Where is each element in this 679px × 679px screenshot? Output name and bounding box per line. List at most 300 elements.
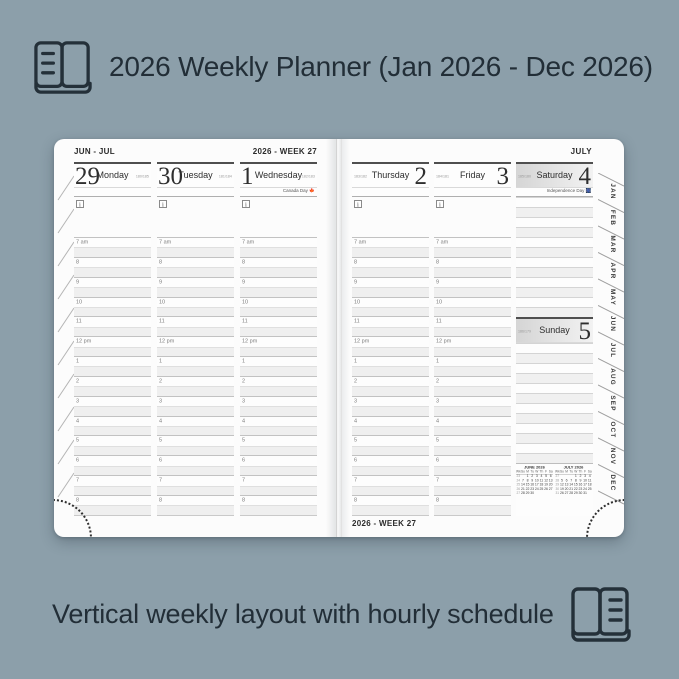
left-page-day-columns	[74, 162, 317, 516]
hour-grid	[74, 237, 151, 516]
month-tab-jan: JAN	[609, 183, 616, 200]
half-hour-slot	[352, 505, 429, 514]
left-page-header	[74, 147, 317, 156]
half-hour-slot	[240, 386, 317, 395]
hour-slot	[352, 397, 429, 406]
ruled-line	[516, 247, 593, 257]
half-hour-slot	[157, 505, 234, 514]
hour-label: 7 am	[242, 239, 255, 246]
mini-calendar-day: 24	[516, 478, 521, 483]
hour-label: 10	[436, 298, 443, 305]
half-hour-slot	[240, 446, 317, 455]
hour-row	[434, 356, 511, 376]
day-of-year-label: 183/182	[354, 174, 368, 179]
hour-row	[157, 376, 234, 396]
hour-row	[240, 416, 317, 436]
hour-label: 7 am	[76, 239, 89, 246]
ruled-line	[516, 217, 593, 227]
half-hour-slot	[74, 247, 151, 256]
hour-row	[157, 416, 234, 436]
month-tab-aug: AUG	[609, 368, 616, 386]
hour-slot	[157, 317, 234, 326]
mini-calendar-day: 29	[525, 491, 530, 495]
ruled-line	[516, 413, 593, 423]
hour-row	[240, 435, 317, 455]
hour-row	[157, 435, 234, 455]
half-hour-slot	[434, 307, 511, 316]
mini-calendar-day: 17	[534, 483, 539, 487]
hour-label: 12 pm	[436, 338, 452, 345]
info-box-icon	[76, 200, 84, 208]
day-header	[74, 162, 151, 188]
hour-row	[157, 277, 234, 297]
hour-row	[157, 475, 234, 495]
mini-calendar-day: 7	[570, 478, 573, 483]
half-hour-slot	[434, 247, 511, 256]
day-name: Wednesday	[254, 170, 303, 180]
page-tab-cut-line	[58, 374, 74, 398]
mini-calendar-grid	[555, 465, 592, 515]
hour-label: 6	[76, 457, 80, 464]
hour-row	[240, 376, 317, 396]
day-header	[157, 162, 234, 188]
half-hour-slot	[74, 406, 151, 415]
hour-grid	[240, 237, 317, 516]
hour-slot	[352, 377, 429, 386]
day-number: 1	[241, 163, 254, 188]
mini-calendar-weekday: M	[565, 470, 568, 474]
mini-calendar-weekday: Th	[539, 470, 544, 474]
half-hour-slot	[157, 287, 234, 296]
hour-grid	[157, 237, 234, 516]
hour-slot	[74, 238, 151, 247]
half-hour-slot	[240, 307, 317, 316]
half-hour-slot	[434, 446, 511, 455]
hour-label: 7	[242, 477, 246, 484]
hour-row	[434, 376, 511, 396]
hour-slot	[352, 337, 429, 346]
hour-slot	[74, 357, 151, 366]
right-page-month-label: JULY	[570, 147, 592, 156]
ruled-line	[516, 433, 593, 443]
half-hour-slot	[157, 386, 234, 395]
hour-slot	[434, 377, 511, 386]
hour-row	[240, 495, 317, 515]
hour-slot	[74, 496, 151, 505]
half-hour-slot	[157, 307, 234, 316]
mini-calendar-weekday: M	[526, 470, 529, 474]
hour-slot	[157, 278, 234, 287]
day-number: 5	[578, 318, 591, 343]
hour-label: 6	[436, 457, 440, 464]
mini-calendar-day: 25	[539, 487, 544, 491]
month-tab-apr: APR	[609, 262, 616, 280]
mini-calendar-day: 21	[569, 487, 574, 491]
hour-slot	[240, 436, 317, 445]
mini-calendar-day: 1	[574, 474, 577, 478]
half-hour-slot	[240, 486, 317, 495]
hour-slot	[434, 278, 511, 287]
hour-label: 4	[76, 417, 80, 424]
hour-label: 8	[76, 496, 80, 504]
holiday-row	[240, 188, 317, 197]
mini-calendar-day: 10	[534, 478, 539, 483]
ruled-line	[516, 403, 593, 413]
hour-slot	[240, 476, 317, 485]
hour-slot	[352, 476, 429, 485]
ruled-line	[516, 423, 593, 433]
hour-slot	[157, 238, 234, 247]
hour-slot	[240, 456, 317, 465]
hour-label: 10	[159, 298, 166, 305]
day-of-year-label: 184/181	[436, 174, 450, 179]
week-number-label-bottom: 2026 - WEEK 27	[352, 519, 417, 528]
half-hour-slot	[434, 386, 511, 395]
mini-calendar-day: 30	[530, 491, 535, 495]
hour-slot	[434, 357, 511, 366]
mini-calendar-weekday: W	[574, 470, 578, 474]
holiday-row	[74, 188, 151, 197]
mini-calendar-day: 27	[548, 487, 553, 491]
info-glyph: i	[439, 201, 441, 208]
hour-slot	[74, 317, 151, 326]
hour-label: 7	[76, 477, 80, 484]
mini-calendar-day: 27	[564, 491, 569, 495]
hour-label: 12 pm	[242, 338, 258, 345]
hour-slot	[157, 357, 234, 366]
hour-slot	[240, 238, 317, 247]
hour-label: 9	[354, 278, 358, 285]
page-spine	[326, 139, 350, 537]
mini-calendar-weekday: F	[584, 470, 587, 474]
half-hour-slot	[352, 267, 429, 276]
hour-label: 4	[354, 417, 358, 424]
mini-calendar-day: 13	[564, 483, 569, 487]
mini-calendar-day: 1	[526, 474, 529, 478]
hour-label: 5	[159, 437, 163, 444]
half-hour-slot	[74, 486, 151, 495]
hour-row	[434, 336, 511, 356]
day-column-tuesday	[157, 162, 234, 516]
page-tab-cut-line	[58, 209, 74, 233]
hour-label: 6	[354, 457, 358, 464]
ruled-line	[516, 307, 593, 317]
hour-row	[74, 455, 151, 475]
month-tab-jun: JUN	[609, 315, 616, 333]
ruled-line	[516, 277, 593, 287]
hour-row	[157, 316, 234, 336]
hour-label: 11	[242, 318, 248, 325]
month-tab-mar: MAR	[609, 235, 616, 254]
day-name: Monday	[96, 170, 129, 180]
notes-area	[352, 197, 429, 237]
day-name: Tuesday	[178, 170, 213, 180]
half-hour-slot	[157, 446, 234, 455]
top-banner	[32, 38, 653, 96]
hour-row	[352, 376, 429, 396]
mini-calendar-day: 21	[520, 487, 525, 491]
mini-calendar-day: 18	[587, 483, 592, 487]
ruled-line	[516, 207, 593, 217]
hour-slot	[74, 456, 151, 465]
hour-slot	[157, 377, 234, 386]
ruled-lines	[516, 197, 593, 317]
half-hour-slot	[157, 247, 234, 256]
half-hour-slot	[434, 327, 511, 336]
hour-slot	[240, 258, 317, 267]
hour-row	[74, 495, 151, 515]
ruled-line	[516, 227, 593, 237]
day-name: Sunday	[539, 325, 570, 335]
half-hour-slot	[434, 426, 511, 435]
hour-label: 9	[242, 278, 246, 285]
ruled-line	[516, 353, 593, 363]
hour-slot	[157, 298, 234, 307]
mini-calendar-day: 28	[520, 491, 525, 495]
hour-row	[352, 435, 429, 455]
hour-slot	[240, 317, 317, 326]
day-header	[434, 162, 511, 188]
hour-label: 4	[159, 417, 163, 424]
mini-calendar-day: 24	[583, 487, 588, 491]
hour-slot	[157, 337, 234, 346]
half-hour-slot	[240, 347, 317, 356]
mini-calendar-day: 28	[555, 478, 560, 483]
hour-label: 7 am	[159, 239, 172, 246]
mini-calendar-grid	[516, 465, 553, 515]
hour-row	[434, 297, 511, 317]
hour-slot	[434, 258, 511, 267]
mini-calendar-weekday: Su	[520, 470, 525, 474]
mini-calendar-day: 23	[516, 474, 521, 478]
open-book-icon-strokes	[573, 589, 629, 640]
hour-slot	[434, 298, 511, 307]
hour-row	[434, 257, 511, 277]
mini-calendar-table	[516, 470, 553, 496]
hour-label: 5	[76, 437, 80, 444]
month-tab-feb: FEB	[609, 209, 616, 227]
half-hour-slot	[157, 406, 234, 415]
hour-label: 11	[354, 318, 360, 325]
hour-row	[352, 277, 429, 297]
half-hour-slot	[352, 287, 429, 296]
hour-label: 8	[76, 258, 80, 265]
hour-row	[352, 297, 429, 317]
half-hour-slot	[240, 287, 317, 296]
hour-slot	[434, 476, 511, 485]
hour-row	[74, 475, 151, 495]
half-hour-slot	[240, 466, 317, 475]
hour-row	[434, 455, 511, 475]
ruled-line	[516, 297, 593, 307]
half-hour-slot	[157, 366, 234, 375]
hour-row	[434, 237, 511, 257]
hour-slot	[240, 397, 317, 406]
hour-row	[434, 475, 511, 495]
hour-row	[74, 297, 151, 317]
hour-row	[240, 277, 317, 297]
hour-label: 2	[242, 377, 246, 384]
month-range-label: JUN - JUL	[74, 147, 115, 156]
hour-label: 4	[436, 417, 440, 424]
day-number: 30	[158, 163, 183, 188]
hour-row	[74, 356, 151, 376]
hour-row	[74, 277, 151, 297]
mini-calendar-day: 30	[578, 491, 583, 495]
hour-row	[157, 495, 234, 515]
hour-row	[352, 416, 429, 436]
mini-calendar-day: 15	[573, 483, 578, 487]
hour-label: 1	[354, 358, 358, 365]
hour-label: 10	[242, 298, 249, 305]
half-hour-slot	[74, 327, 151, 336]
hour-label: 8	[159, 258, 163, 265]
mini-calendar-day: 8	[526, 478, 529, 483]
half-hour-slot	[74, 287, 151, 296]
page-tab-cut-line	[58, 275, 74, 299]
half-hour-slot	[157, 267, 234, 276]
ruled-lines	[516, 343, 593, 463]
month-tab-nov: NOV	[609, 447, 616, 466]
hour-row	[74, 336, 151, 356]
holiday-row	[434, 188, 511, 197]
hour-label: 1	[242, 358, 246, 365]
info-box-icon	[436, 200, 444, 208]
hour-slot	[352, 496, 429, 505]
info-glyph: i	[162, 201, 164, 208]
page-tab-cut-line	[58, 440, 74, 464]
hour-slot	[157, 476, 234, 485]
half-hour-slot	[352, 446, 429, 455]
planner-spread	[54, 139, 624, 537]
hour-slot	[352, 436, 429, 445]
hour-row	[240, 475, 317, 495]
hour-slot	[74, 476, 151, 485]
mini-calendar	[516, 465, 553, 515]
day-of-year-label: 182/183	[301, 174, 315, 179]
mini-calendar-day: 6	[549, 474, 552, 478]
month-tab-oct: OCT	[609, 421, 616, 439]
hour-label: 9	[436, 278, 440, 285]
mini-calendar-day: 23	[578, 487, 583, 491]
mini-calendar-weekday: W	[535, 470, 539, 474]
mini-calendar-day: 14	[520, 483, 525, 487]
half-hour-slot	[74, 386, 151, 395]
mini-calendar-day: 2	[531, 474, 534, 478]
mini-calendar-day: 26	[544, 487, 549, 491]
feature-caption: Vertical weekly layout with hourly schedule	[52, 598, 554, 629]
hour-slot	[157, 417, 234, 426]
day-column-thursday	[352, 162, 429, 516]
hour-row	[240, 257, 317, 277]
hour-slot	[74, 258, 151, 267]
hour-row	[157, 396, 234, 416]
hour-row	[157, 336, 234, 356]
hour-slot	[434, 436, 511, 445]
hour-row	[74, 316, 151, 336]
day-number: 2	[414, 163, 427, 188]
hour-row	[74, 376, 151, 396]
half-hour-slot	[74, 347, 151, 356]
mini-calendar-weekday: Sa	[587, 470, 592, 474]
month-tab-jul: JUL	[609, 342, 616, 359]
hour-label: 7	[436, 477, 440, 484]
notes-area	[157, 197, 234, 237]
page-tab-cut-line	[58, 308, 74, 332]
notes-area	[240, 197, 317, 237]
hour-slot	[240, 298, 317, 307]
day-header	[516, 162, 593, 188]
ruled-line	[516, 343, 593, 353]
hour-label: 8	[159, 496, 163, 504]
hour-slot	[157, 436, 234, 445]
mini-calendar-day: 29	[573, 491, 578, 495]
hour-label: 8	[436, 258, 440, 265]
hour-label: 3	[436, 397, 440, 404]
hour-row	[434, 316, 511, 336]
hour-label: 5	[354, 437, 358, 444]
hour-label: 3	[354, 397, 358, 404]
ruled-line	[516, 383, 593, 393]
day-of-year-label: 180/185	[135, 174, 149, 179]
hour-row	[74, 237, 151, 257]
hour-label: 10	[354, 298, 361, 305]
half-hour-slot	[352, 466, 429, 475]
ruled-line	[516, 237, 593, 247]
hour-row	[352, 356, 429, 376]
hour-slot	[74, 377, 151, 386]
half-hour-slot	[434, 486, 511, 495]
mini-calendar-day: 12	[559, 483, 564, 487]
hour-label: 2	[159, 377, 163, 384]
half-hour-slot	[74, 446, 151, 455]
half-hour-slot	[157, 347, 234, 356]
half-hour-slot	[157, 486, 234, 495]
mini-calendar-weekday: F	[545, 470, 548, 474]
mini-calendar-day	[548, 492, 553, 496]
hour-row	[434, 416, 511, 436]
day-name: Thursday	[371, 170, 410, 180]
half-hour-slot	[157, 426, 234, 435]
page-tab-cut-line	[58, 473, 74, 497]
hour-slot	[240, 377, 317, 386]
hour-row	[352, 475, 429, 495]
info-box-icon	[242, 200, 250, 208]
hour-row	[240, 336, 317, 356]
half-hour-slot	[352, 347, 429, 356]
mini-calendar-day: 12	[544, 478, 549, 483]
hour-label: 11	[159, 318, 165, 325]
half-hour-slot	[74, 267, 151, 276]
hour-slot	[352, 357, 429, 366]
mini-calendar-week-row	[516, 492, 553, 496]
mini-calendar-day: 25	[516, 483, 521, 487]
ruled-line	[516, 443, 593, 453]
holiday-label: Independence Day 🎆	[546, 188, 591, 193]
page-tab-cut-line	[58, 341, 74, 365]
hour-grid	[352, 237, 429, 516]
half-hour-slot	[352, 327, 429, 336]
hour-label: 11	[436, 318, 442, 325]
holiday-row	[516, 188, 593, 197]
hour-label: 12 pm	[76, 338, 92, 345]
hour-label: 12 pm	[354, 338, 370, 345]
half-hour-slot	[352, 386, 429, 395]
hour-grid	[434, 237, 511, 516]
holiday-label: Canada Day 🍁	[283, 188, 315, 193]
open-book-icon	[32, 38, 94, 96]
half-hour-slot	[74, 466, 151, 475]
